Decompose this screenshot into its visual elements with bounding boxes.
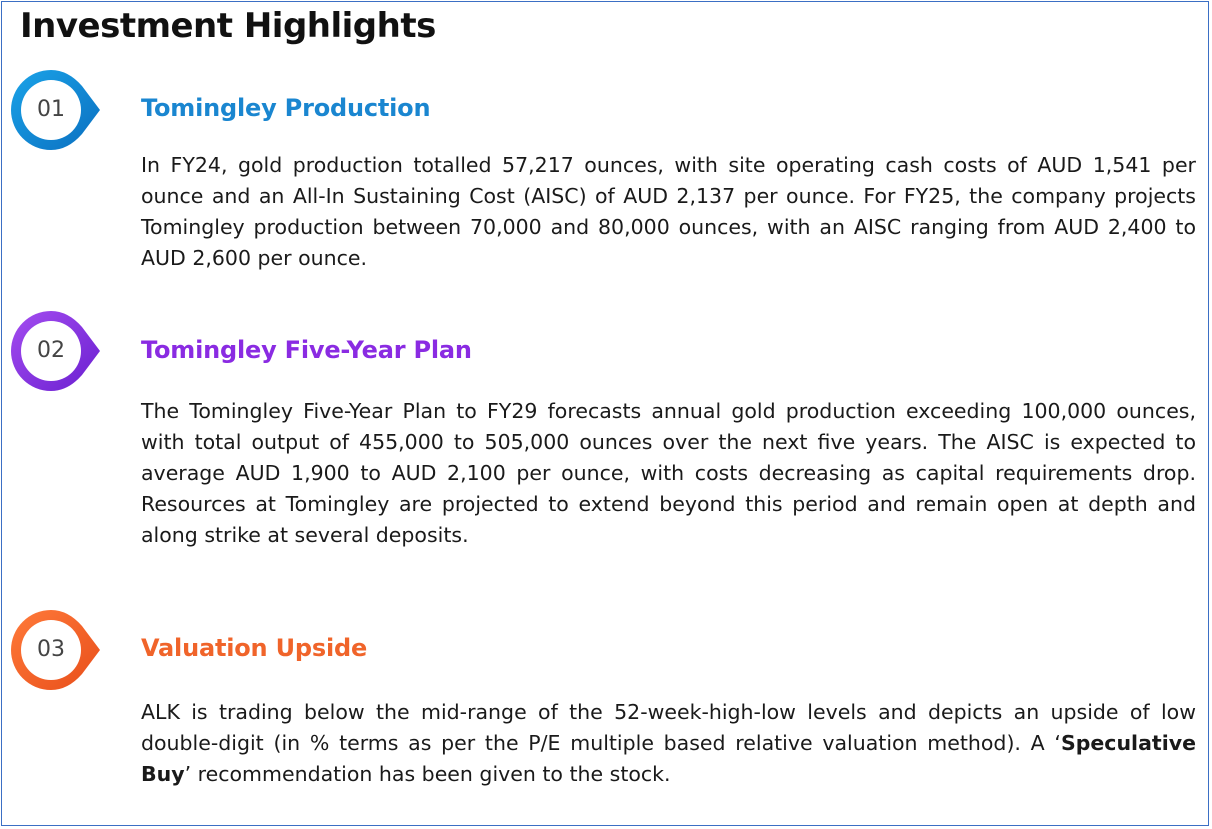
section-title-valuation-upside: Valuation Upside — [141, 634, 368, 662]
badge-02 — [10, 309, 104, 393]
section-body-five-year-plan: The Tomingley Five-Year Plan to FY29 forecasts annual gold production exceeding 100,000 ounces, with total output of 455,000 to 505,000 ounces over the next five years. The AISC is expected to average AUD 1,900 to AUD 2,100 per ounce, with costs decreasing as capital requirements drop. Resources at Tomingley are projected to extend beyond this period and remain open at depth and along strike at several deposits. — [141, 399, 1196, 547]
badge-03 — [10, 608, 104, 692]
page-title: Investment Highlights — [20, 6, 436, 46]
body-text: ALK is trading below the mid-range of the 52-week-high-low levels and depicts an upside of low double-digit (in % terms as per the P/E multiple based relative valuation method). A ‘ — [141, 700, 1196, 755]
badge-number: 03 — [37, 637, 65, 662]
section-body-tomingley-production: In FY24, gold production totalled 57,217 ounces, with site operating cash costs of AUD 1,541 per ounce and an All-In Sustaining Cost (AISC) of AUD 2,137 per ounce. For FY25, the company projects Tomingley production between 70,000 and 80,000 ounces, with an AISC ranging from AUD 2,400 to AUD 2,600 per ounce. — [141, 153, 1196, 270]
body-text: ’ recommendation has been given to the stock. — [184, 762, 671, 786]
badge-number: 02 — [37, 338, 65, 363]
badge-01 — [10, 68, 104, 152]
section-body-valuation-upside — [141, 697, 1196, 790]
badge-number: 01 — [37, 97, 65, 122]
section-title-tomingley-production: Tomingley Production — [141, 94, 431, 122]
section-title-five-year-plan: Tomingley Five-Year Plan — [141, 336, 472, 364]
recommendation-label: Speculative Buy — [141, 731, 1196, 786]
